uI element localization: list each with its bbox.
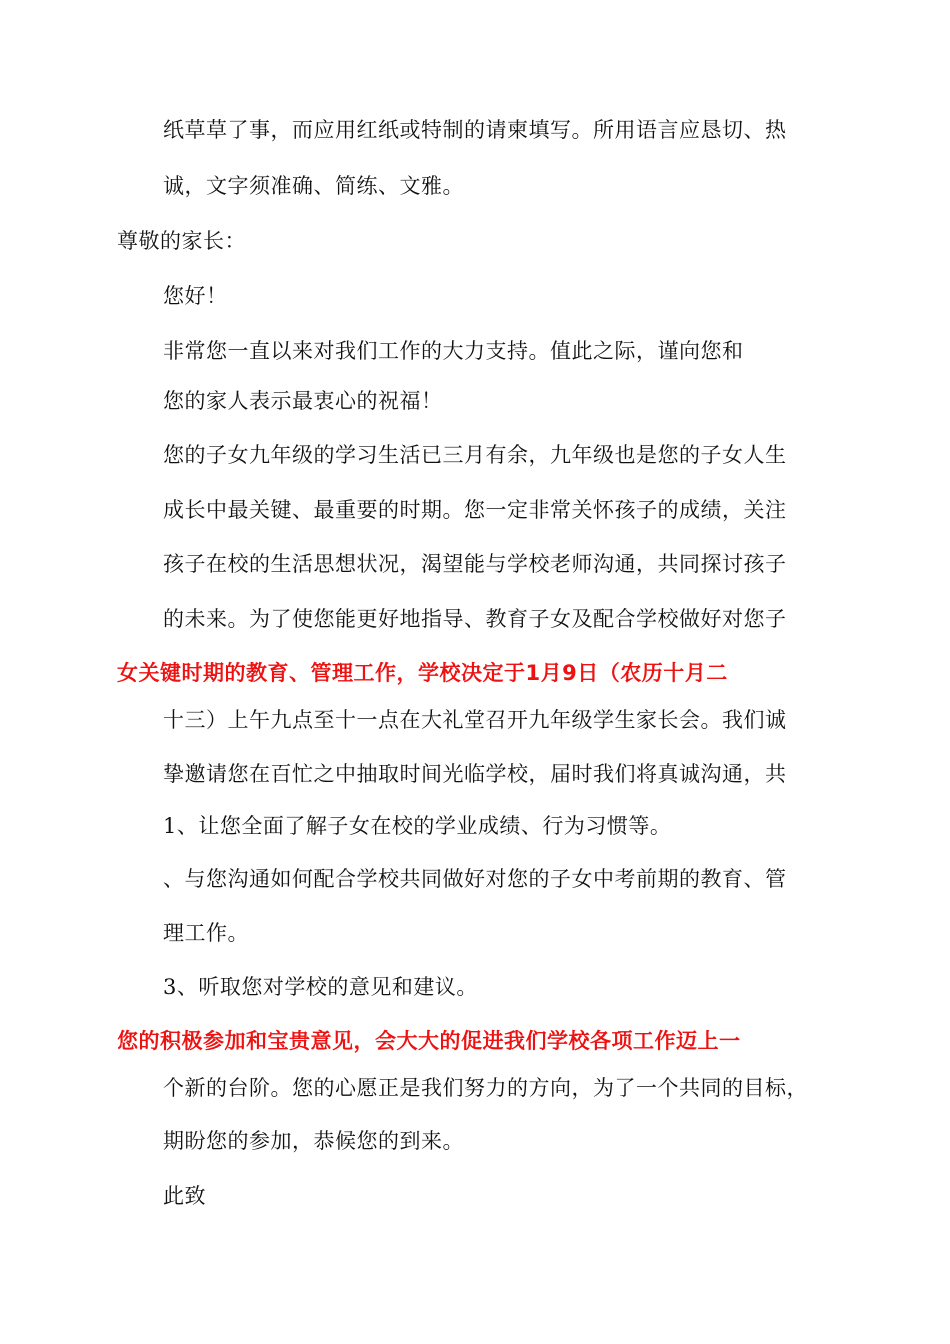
list-item: 1、让您全面了解子女在校的学业成绩、行为习惯等。	[163, 814, 672, 838]
paragraph-line: 期盼您的参加，恭候您的到来。	[163, 1129, 464, 1153]
paragraph-line: 挚邀请您在百忙之中抽取时间光临学校，届时我们将真诚沟通，共	[163, 762, 787, 786]
list-item: 、与您沟通如何配合学校共同做好对您的子女中考前期的教育、管	[163, 867, 787, 891]
paragraph-line: 的未来。为了使您能更好地指导、教育子女及配合学校做好对您子	[163, 607, 787, 631]
paragraph-line: 非常您一直以来对我们工作的大力支持。值此之际，谨向您和	[163, 339, 744, 363]
highlighted-line: 您的积极参加和宝贵意见，会大大的促进我们学校各项工作迈上一	[117, 1029, 741, 1053]
greeting: 您好！	[163, 284, 228, 308]
paragraph-line: 您的家人表示最衷心的祝福！	[163, 389, 443, 413]
highlighted-line: 女关键时期的教育、管理工作，学校决定于1月9日（农历十月二	[117, 661, 728, 685]
list-item: 3、听取您对学校的意见和建议。	[163, 975, 478, 999]
closing: 此致	[163, 1184, 206, 1208]
paragraph-line: 十三）上午九点至十一点在大礼堂召开九年级学生家长会。我们诚	[163, 708, 787, 732]
paragraph-line: 诚，文字须准确、简练、文雅。	[163, 174, 464, 198]
list-item-continuation: 理工作。	[163, 921, 249, 945]
paragraph-line: 您的子女九年级的学习生活已三月有余，九年级也是您的子女人生	[163, 443, 787, 467]
paragraph-line: 个新的台阶。您的心愿正是我们努力的方向，为了一个共同的目标，	[163, 1076, 808, 1100]
paragraph-line: 成长中最关键、最重要的时期。您一定非常关怀孩子的成绩，关注	[163, 498, 787, 522]
salutation: 尊敬的家长：	[117, 229, 246, 253]
paragraph-line: 孩子在校的生活思想状况，渴望能与学校老师沟通，共同探讨孩子	[163, 552, 787, 576]
paragraph-line: 纸草草了事，而应用红纸或特制的请柬填写。所用语言应恳切、热	[163, 118, 787, 142]
